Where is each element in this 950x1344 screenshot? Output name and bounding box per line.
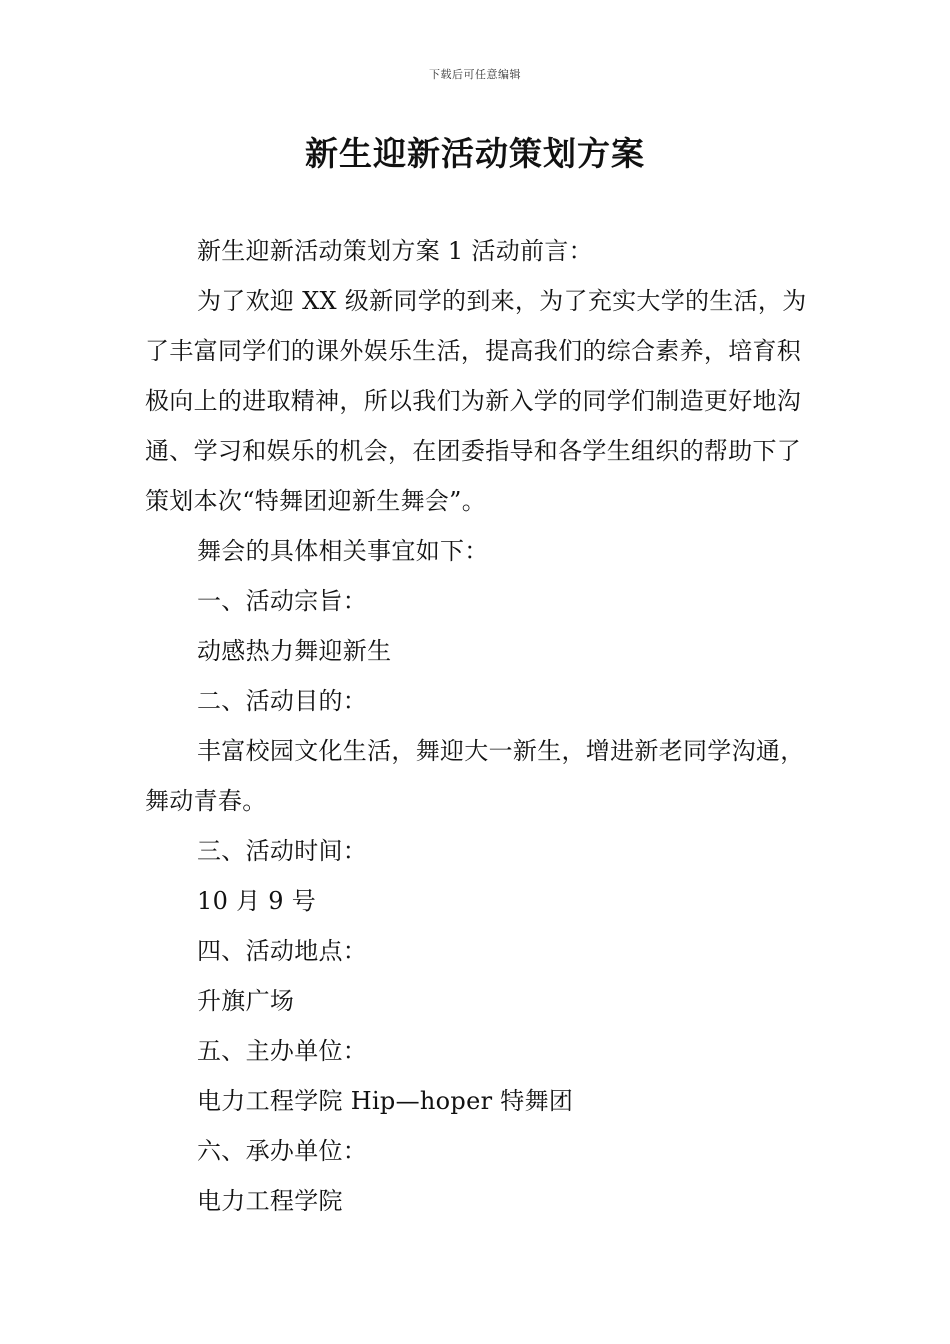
section-content-purpose: 动感热力舞迎新生: [197, 637, 392, 665]
paragraph-preface: 为了欢迎 XX 级新同学的到来，为了充实大学的生活，为了丰富同学们的课外娱乐生活，提高我们的综合素养，培育积极向上的进取精神，所以我们为新入学的同学们制造更好地沟通、学习和娱乐的机会，在团委指导和各学生组织的帮助下了策划本次“特舞团迎新生舞会”。: [145, 287, 807, 515]
section-heading-host: 六、承办单位：: [197, 1137, 368, 1165]
section-content-host: 电力工程学院: [197, 1187, 343, 1215]
section-content-location: 升旗广场: [197, 987, 295, 1015]
section-content-organizer: 电力工程学院 Hip—hoper 特舞团: [197, 1087, 574, 1115]
paragraph-details-intro: 舞会的具体相关事宜如下：: [197, 537, 489, 565]
section-heading-organizer: 五、主办单位：: [197, 1037, 368, 1065]
section-content-time: 10 月 9 号: [197, 887, 317, 915]
section-heading-purpose: 一、活动宗旨：: [197, 587, 368, 615]
section-heading-time: 三、活动时间：: [197, 837, 368, 865]
document-title: 新生迎新活动策划方案: [305, 134, 645, 173]
header-note: 下载后可任意编辑: [429, 68, 521, 81]
document-body: [145, 226, 810, 1226]
section-heading-location: 四、活动地点：: [197, 937, 368, 965]
paragraph-intro: 新生迎新活动策划方案 1 活动前言：: [197, 237, 593, 265]
section-content-goal: 丰富校园文化生活，舞迎大一新生，增进新老同学沟通，舞动青春。: [145, 737, 805, 815]
section-heading-goal: 二、活动目的：: [197, 687, 368, 715]
